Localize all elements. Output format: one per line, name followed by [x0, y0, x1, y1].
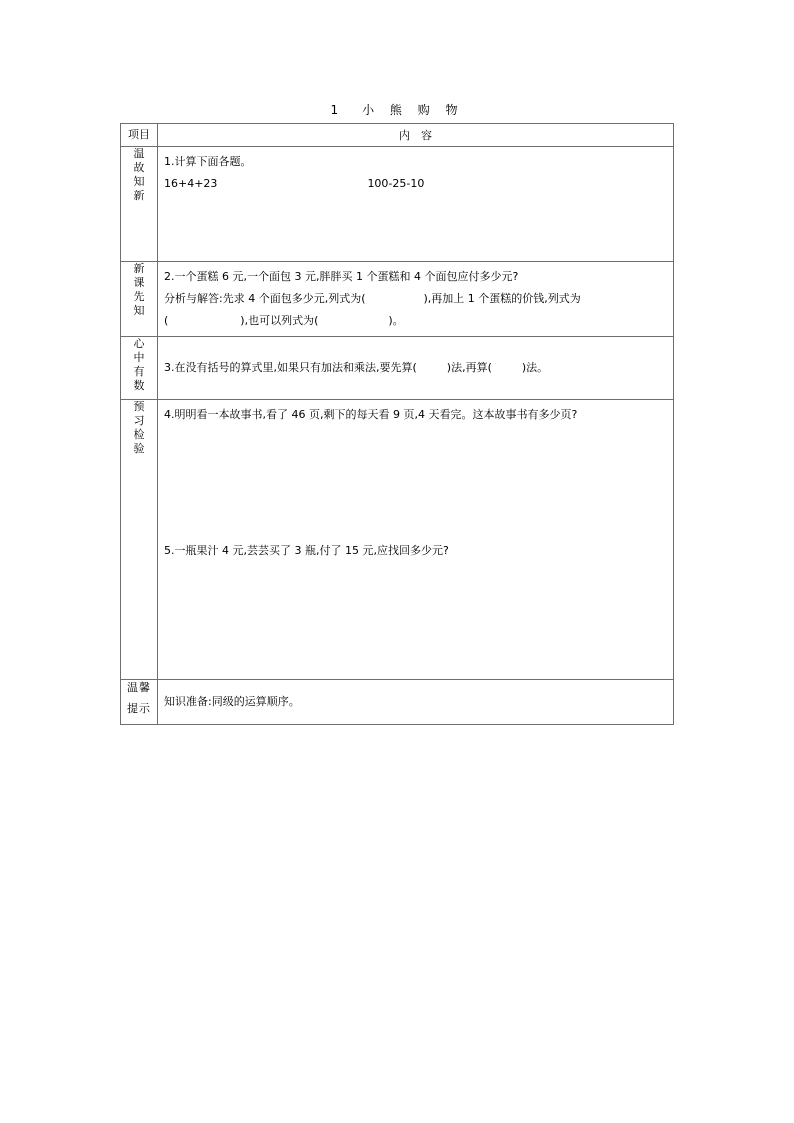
check-label-cell — [121, 400, 158, 680]
mind-row — [121, 337, 674, 400]
analysis-text-c: ( — [164, 314, 169, 327]
question-3 — [164, 357, 667, 379]
question-5: 5.一瓶果汁 4 元,芸芸买了 3 瓶,付了 15 元,应找回多少元? — [164, 544, 449, 557]
tips-label-line1: 温馨 — [127, 681, 151, 694]
analysis-text-d: ),也可以列式为( — [240, 314, 319, 327]
question-1: 1.计算下面各题。 — [164, 155, 252, 168]
tips-content-cell — [158, 680, 674, 725]
preview-new-label-cell — [121, 262, 158, 337]
review-row — [121, 147, 674, 262]
table-header-row — [121, 124, 674, 147]
check-label: 预习检验 — [133, 400, 145, 455]
question-4: 4.明明看一本故事书,看了 46 页,剩下的每天看 9 页,4 天看完。这本故事书有多少页? — [164, 408, 578, 421]
calc-b: 100-25-10 — [367, 177, 425, 190]
preview-new-content-cell — [158, 262, 674, 337]
preview-new-row — [121, 262, 674, 337]
analysis-text-b: ),再加上 1 个蛋糕的价钱,列式为 — [423, 292, 581, 305]
analysis-text-e: )。 — [388, 314, 404, 327]
review-label: 温故知新 — [133, 147, 145, 202]
analysis-line-1 — [164, 288, 667, 310]
q3-text-c: )法。 — [521, 361, 549, 374]
mind-content-cell — [158, 337, 674, 400]
header-content-label: 内 容 — [399, 129, 432, 142]
tips-row — [121, 680, 674, 725]
worksheet-table — [120, 123, 674, 725]
page-title: 1 小 熊 购 物 — [330, 103, 464, 117]
header-item-cell — [121, 124, 158, 147]
review-label-cell — [121, 147, 158, 262]
header-item-label: 项目 — [128, 128, 150, 141]
preview-new-label: 新课先知 — [133, 262, 145, 317]
check-content-cell — [158, 400, 674, 680]
check-row — [121, 400, 674, 680]
header-content-cell — [158, 124, 674, 147]
mind-label: 心中有数 — [133, 337, 145, 392]
calc-line — [164, 173, 667, 195]
tips-label-line2: 提示 — [127, 702, 151, 715]
question-2: 2.一个蛋糕 6 元,一个面包 3 元,胖胖买 1 个蛋糕和 4 个面包应付多少元? — [164, 270, 519, 283]
calc-a: 16+4+23 — [164, 177, 218, 190]
tips-label-cell — [121, 680, 158, 725]
analysis-text-a: 分析与解答:先求 4 个面包多少元,列式为( — [164, 292, 366, 305]
analysis-line-2 — [164, 310, 667, 332]
tips-text: 知识准备:同级的运算顺序。 — [164, 695, 300, 708]
review-content-cell — [158, 147, 674, 262]
mind-label-cell — [121, 337, 158, 400]
q3-text-a: 3.在没有括号的算式里,如果只有加法和乘法,要先算( — [164, 361, 417, 374]
answer-space-4[interactable] — [164, 426, 667, 540]
q3-text-b: )法,再算( — [446, 361, 492, 374]
